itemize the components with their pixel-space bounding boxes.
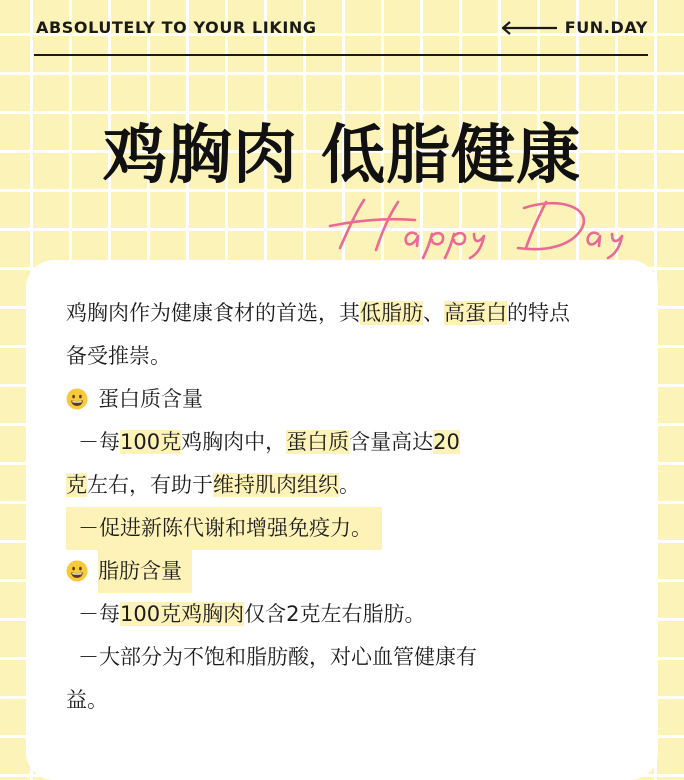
- highlight-low-fat: 低脂肪: [360, 301, 423, 325]
- tagline: ABSOLUTELY TO YOUR LIKING: [36, 18, 317, 37]
- section-heading-protein: 蛋白质含量: [66, 378, 626, 421]
- grinning-face-icon: [66, 388, 88, 410]
- article-body: [66, 292, 626, 722]
- left-arrow-icon: [501, 21, 557, 35]
- protein-line-2: 克左右，有助于维持肌肉组织。: [66, 473, 360, 497]
- brand-name: FUN.DAY: [564, 18, 648, 37]
- section-heading-fat: 脂肪含量: [66, 550, 626, 593]
- intro-line-2: 备受推崇。: [66, 344, 171, 368]
- fat-line-2: －大部分为不饱和脂肪酸，对心血管健康有: [78, 645, 477, 669]
- highlight-high-protein: 高蛋白: [444, 301, 507, 325]
- happy-day-script: [320, 190, 650, 260]
- protein-line-3: －促进新陈代谢和增强免疫力。: [66, 507, 626, 550]
- page-title: 鸡胸肉 低脂健康: [102, 119, 582, 193]
- intro-line-1: 鸡胸肉作为健康食材的首选，其低脂肪、高蛋白的特点: [66, 301, 570, 325]
- top-bar: [34, 14, 648, 56]
- brand: [501, 18, 648, 37]
- fat-line-1: －每100克鸡胸肉仅含2克左右脂肪。: [78, 602, 426, 626]
- content-card: [26, 260, 658, 780]
- fat-line-3: 益。: [66, 688, 108, 712]
- grinning-face-icon: [66, 560, 88, 582]
- protein-line-1: －每100克鸡胸肉中，蛋白质含量高达20: [78, 430, 460, 454]
